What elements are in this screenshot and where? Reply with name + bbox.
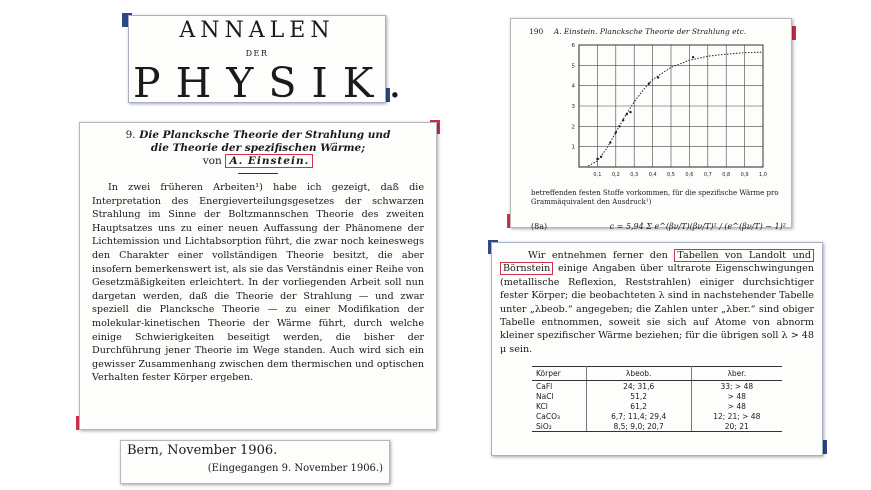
table-cell: SiO₂ <box>532 421 586 432</box>
x-tick-label: 0,5 <box>667 172 675 178</box>
page-number: 190 <box>529 27 544 36</box>
chart-card <box>510 18 792 231</box>
x-tick-label: 1,0 <box>759 172 767 178</box>
table-cell: 6,7; 11,4; 29,4 <box>586 411 691 421</box>
theory-curve <box>588 52 763 166</box>
table-row <box>532 421 782 432</box>
journal-title-annalen: ANNALEN <box>179 18 335 43</box>
observed-point <box>600 156 602 158</box>
y-tick-label: 2 <box>571 124 575 131</box>
observed-point <box>648 82 650 84</box>
author-prefix: von <box>202 155 222 167</box>
x-tick-label: 0,9 <box>740 172 749 178</box>
y-tick-label: 3 <box>571 104 575 110</box>
table-cell: NaCl <box>532 391 586 401</box>
col-lambda-ber: λber. <box>691 367 782 381</box>
y-tick-label: 1 <box>571 144 575 151</box>
table-row <box>532 391 782 401</box>
observed-point <box>609 141 611 143</box>
table-card <box>491 242 823 456</box>
observed-point <box>692 56 694 58</box>
wavelength-table <box>532 366 782 432</box>
journal-title-physik: PHYSIK. <box>133 59 417 107</box>
observed-point <box>615 131 617 133</box>
observed-point <box>629 111 631 113</box>
table-cell: 24; 31,6 <box>586 381 691 392</box>
x-tick-label: 0,1 <box>593 172 602 178</box>
journal-title-card <box>128 15 417 107</box>
observed-point <box>596 158 598 160</box>
table-cell: 12; 21; > 48 <box>713 411 761 421</box>
observed-point <box>618 125 620 127</box>
formula-label: (8a) <box>531 222 548 231</box>
x-tick-label: 0,3 <box>630 172 639 178</box>
table-cell: 20; 21 <box>691 421 782 432</box>
table-row <box>532 401 782 411</box>
running-title: A. Einstein. Plancksche Theorie der Strahlung etc. <box>553 27 747 36</box>
author-highlight: A. Einstein. <box>225 154 313 168</box>
x-tick-label: 0,4 <box>648 172 657 178</box>
received-date: (Eingegangen 9. November 1906.) <box>207 463 383 474</box>
article-heading <box>92 129 424 168</box>
x-tick-label: 0,7 <box>703 172 712 178</box>
highlight-boernstein: Börnstein <box>500 262 553 275</box>
article-card <box>79 122 437 430</box>
signature-card <box>120 440 390 484</box>
chart-caption: betreffenden festen Stoffe vorkommen, für die spezifische Wärme pro Grammäquivalent den Ausdruck¹) <box>531 189 779 206</box>
table-header-row <box>532 367 782 381</box>
formula-expression: c = 5,94 Σ e^(βν/T)(βν/T)² / (e^(βν/T) − 1)² <box>609 222 786 231</box>
table-cell: 8,5; 9,0; 20,7 <box>586 421 691 432</box>
table-row <box>532 411 782 421</box>
table-cell: CaFl <box>532 381 586 392</box>
table-cell: 51,2 <box>586 391 691 401</box>
table-intro-paragraph <box>500 249 814 356</box>
x-tick-label: 0,2 <box>611 172 620 178</box>
specific-heat-chart <box>511 19 793 187</box>
table-cell: > 48 <box>727 401 746 411</box>
place-date: Bern, November 1906. <box>127 443 278 458</box>
col-koerper: Körper <box>532 367 586 381</box>
para-rest: einige Angaben über ultrarote Eigenschwingungen (metallische Reflexion, Reststrahlen) einiger durchsichtiger fester Körper; die beobachteten λ sind in nachstehender Tabelle unter „λbeob.“ angegeben; die Zahlen unter „λber.“ sind obiger Tabelle entnommen, soweit sie sich auf Atome von abnorm kleiner spezifischer Wärme beziehen; für die übrigen soll λ > 48 μ sein. <box>500 263 814 355</box>
table-cell: KCl <box>532 401 586 411</box>
journal-title-der: DER <box>245 49 269 58</box>
y-tick-label: 6 <box>571 43 575 49</box>
observed-point <box>657 76 659 78</box>
table-cell: CaCO₃ <box>532 411 586 421</box>
col-lambda-beob: λbeob. <box>586 367 691 381</box>
highlight-landolt: Tabellen von Landolt und <box>674 249 814 262</box>
article-number: 9. <box>125 129 136 141</box>
article-title-line1: Die Plancksche Theorie der Strahlung und <box>139 129 391 141</box>
table-row <box>532 381 782 392</box>
observed-point <box>622 119 624 121</box>
x-tick-label: 0,8 <box>722 172 731 178</box>
y-tick-label: 5 <box>571 63 575 70</box>
table-cell: 33; > 48 <box>720 381 754 391</box>
table-cell: > 48 <box>727 391 746 401</box>
y-tick-label: 4 <box>571 83 575 90</box>
observed-point <box>626 113 628 115</box>
x-tick-label: 0,6 <box>685 172 694 178</box>
heading-divider <box>238 173 278 174</box>
table-cell: 61,2 <box>586 401 691 411</box>
formula-line <box>531 222 786 231</box>
para-start: Wir entnehmen ferner den <box>528 250 668 261</box>
article-title-line2: die Theorie der spezifischen Wärme; <box>150 142 366 154</box>
article-paragraph: In zwei früheren Arbeiten¹) habe ich gezeigt, daß die Interpretation des Energieverteilungsgesetzes der schwarzen Strahlung im Sinne der Boltzmannschen Theorie des zweiten Hauptsatzes uns zu einer neuen Auffassung der Phänomene der Lichtemission und Lichtabsorption führt, die zwar noch keineswegs den Charakter einer vollständigen Theorie besitzt, die aber insofern bemerkenswert ist, als sie das Verständnis einer Reihe von Gesetzmäßigkeiten erleichtert. In der vorliegenden Arbeit soll nun dargetan werden, daß die Theorie der Strahlung — und zwar speziell die Plancksche Theorie — zu einer Modifikation der molekular-kinetischen Theorie der Wärme führt, durch welche einige Schwierigkeiten beseitigt werden, die bisher der Durchführung jener Theorie im Wege standen. Auch wird sich ein gewisser Zusammenhang zwischen dem thermischen und optischen Verhalten fester Körper ergeben. <box>92 182 424 384</box>
